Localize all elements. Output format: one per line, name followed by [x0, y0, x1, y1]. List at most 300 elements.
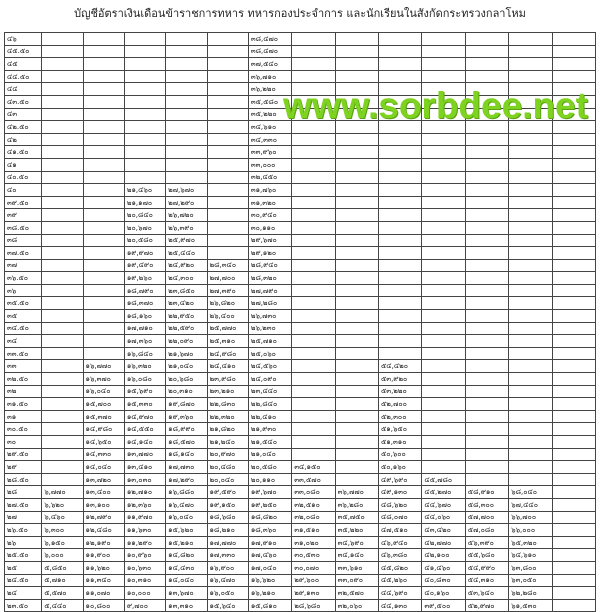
salary-cell: ๑๐,๓๑๐: [124, 574, 165, 587]
level-cell: ๔๑.๕๐: [5, 146, 42, 159]
table-row: [5, 259, 596, 272]
salary-cell: ๑๗,๔๖๐: [248, 549, 291, 562]
salary-cell: [552, 196, 595, 209]
salary-cell: ๑๔,๐๔๐: [166, 574, 207, 587]
salary-cell: [422, 461, 465, 474]
salary-cell: ๑๓,๑๐๐: [83, 498, 124, 511]
salary-cell: [335, 436, 378, 449]
salary-cell: ๒๖,๗๓๐: [248, 310, 291, 323]
salary-cell: [292, 284, 335, 297]
salary-cell: ๕๒,๙๗๐: [465, 599, 508, 612]
table-row: [5, 385, 596, 398]
salary-cell: [124, 121, 165, 134]
level-cell: ๒๕: [5, 561, 42, 574]
salary-cell: ๓๘,๔๗๐: [248, 33, 291, 46]
salary-cell: ๑๗,๐๔๐: [248, 561, 291, 574]
table-row: [5, 45, 596, 58]
salary-cell: ๒๑,๐๔๐: [248, 448, 291, 461]
level-cell: ๓๙.๕๐: [5, 196, 42, 209]
salary-cell: [552, 146, 595, 159]
salary-cell: [292, 436, 335, 449]
salary-cell: ๑๙,๒๖๐: [124, 272, 165, 285]
level-cell: ๓๒.๕๐: [5, 373, 42, 386]
salary-cell: [379, 70, 422, 83]
salary-cell: ๒๐,๖๘๐: [166, 373, 207, 386]
salary-cell: ๒๒,๕๙๐: [166, 322, 207, 335]
salary-cell: [552, 599, 595, 612]
salary-cell: ๑๔,๓๓๐: [83, 448, 124, 461]
salary-cell: [552, 473, 595, 486]
salary-cell: ๕๒,๗๐๐: [379, 398, 422, 411]
salary-cell: [465, 247, 508, 260]
salary-cell: [42, 33, 83, 46]
salary-cell: [42, 347, 83, 360]
salary-cell: ๑๕,๘๑๐: [248, 599, 291, 612]
salary-cell: [465, 133, 508, 146]
level-cell: ๔๐: [5, 184, 42, 197]
salary-cell: ๒๖,๘๒๐: [207, 297, 248, 310]
salary-cell: ๓๐,๐๗๐: [292, 561, 335, 574]
salary-cell: [335, 221, 378, 234]
salary-cell: [83, 310, 124, 323]
salary-cell: [509, 221, 552, 234]
salary-cell: [509, 410, 552, 423]
salary-cell: [379, 33, 422, 46]
salary-cell: ๓๖,๗๑๐: [248, 70, 291, 83]
table-row: [5, 398, 596, 411]
salary-cell: ๓๒,๕๑๐: [292, 498, 335, 511]
salary-cell: [83, 272, 124, 285]
level-cell: ๓๙: [5, 209, 42, 222]
salary-cell: [465, 234, 508, 247]
salary-cell: [422, 259, 465, 272]
table-row: [5, 561, 596, 574]
salary-cell: ๔๔,๑๓๐: [379, 599, 422, 612]
table-row: [5, 498, 596, 511]
salary-cell: [207, 158, 248, 171]
salary-cell: ๒๕,๗๑๐: [248, 335, 291, 348]
salary-cell: [42, 310, 83, 323]
salary-cell: ๒๐,๕๘๐: [124, 234, 165, 247]
salary-cell: [422, 423, 465, 436]
salary-cell: [422, 196, 465, 209]
salary-cell: ๑๔,๔๓๐: [166, 561, 207, 574]
salary-cell: [83, 133, 124, 146]
salary-cell: [465, 33, 508, 46]
salary-cell: [335, 385, 378, 398]
salary-cell: ๒๒,๘๔๐: [248, 398, 291, 411]
salary-cell: ๑๖,๐๔๐: [166, 511, 207, 524]
salary-cell: [42, 322, 83, 335]
salary-cell: [335, 398, 378, 411]
salary-cell: ๑๖,๔๗๐: [166, 498, 207, 511]
salary-cell: ๑๒,๓๖๐: [124, 498, 165, 511]
salary-cell: ๒๘,๓๒๐: [248, 272, 291, 285]
salary-cell: ๑๖,๗๗๐: [83, 360, 124, 373]
salary-cell: ๖๖,๗๐๐: [509, 511, 552, 524]
level-cell: ๓๑.๕๐: [5, 398, 42, 411]
salary-cell: ๒๙,๑๓๐: [292, 587, 335, 600]
salary-cell: [335, 209, 378, 222]
salary-cell: ๖๖,๐๐๐: [509, 524, 552, 537]
salary-cell: [292, 297, 335, 310]
level-cell: ๓๔.๕๐: [5, 322, 42, 335]
table-row: [5, 536, 596, 549]
salary-cell: [335, 284, 378, 297]
table-row: [5, 423, 596, 436]
salary-cell: [552, 385, 595, 398]
salary-cell: [42, 297, 83, 310]
salary-cell: ๑๗,๓๓๐: [207, 549, 248, 562]
salary-cell: [166, 171, 207, 184]
salary-cell: [465, 158, 508, 171]
salary-cell: [335, 196, 378, 209]
salary-cell: [509, 297, 552, 310]
salary-cell: ๑๙,๔๙๐: [124, 259, 165, 272]
salary-cell: ๑๐,๘๐๐: [83, 599, 124, 612]
salary-cell: ๒๔,๙๘๐: [207, 347, 248, 360]
salary-cell: [42, 335, 83, 348]
salary-cell: [465, 373, 508, 386]
level-cell: ๒๖.๕๐: [5, 524, 42, 537]
salary-cell: ๕๓,๙๒๐: [379, 373, 422, 386]
salary-cell: ๑๖,๐๘๐: [124, 373, 165, 386]
salary-cell: [83, 247, 124, 260]
salary-cell: [42, 70, 83, 83]
salary-cell: [379, 335, 422, 348]
salary-cell: [292, 398, 335, 411]
salary-cell: [207, 184, 248, 197]
level-cell: ๔๒.๕๐: [5, 121, 42, 134]
salary-cell: ๒๖,๓๙๐: [166, 221, 207, 234]
table-row: [5, 511, 596, 524]
salary-cell: [465, 58, 508, 71]
salary-cell: [552, 360, 595, 373]
salary-cell: [379, 347, 422, 360]
salary-cell: [509, 45, 552, 58]
salary-cell: ๒๐,๙๗๐: [207, 448, 248, 461]
salary-cell: ๓๙,๕๐๐: [422, 599, 465, 612]
salary-cell: [552, 70, 595, 83]
salary-cell: [379, 146, 422, 159]
salary-cell: [166, 133, 207, 146]
salary-cell: [83, 45, 124, 58]
salary-cell: [42, 133, 83, 146]
salary-cell: ๑๕,๒๑๐: [166, 536, 207, 549]
level-cell: ๓๐.๕๐: [5, 423, 42, 436]
table-row: [5, 33, 596, 46]
salary-cell: ๖,๑๕๐: [42, 536, 83, 549]
salary-cell: [422, 247, 465, 260]
salary-cell: [42, 259, 83, 272]
salary-cell: [509, 146, 552, 159]
salary-cell: ๕,๕๗๐: [42, 587, 83, 600]
table-row: [5, 347, 596, 360]
level-cell: ๔๑: [5, 158, 42, 171]
salary-cell: ๑๔,๕๕๐: [124, 423, 165, 436]
salary-cell: [509, 461, 552, 474]
salary-cell: ๔๖,๓๘๐: [379, 549, 422, 562]
salary-cell: [292, 45, 335, 58]
salary-cell: [379, 297, 422, 310]
salary-cell: ๒๒,๐๙๐: [166, 335, 207, 348]
salary-cell: [509, 272, 552, 285]
salary-cell: ๔๐,๘๓๐: [422, 574, 465, 587]
salary-cell: [465, 310, 508, 323]
salary-cell: [552, 549, 595, 562]
salary-cell: [552, 335, 595, 348]
level-cell: ๔๓: [5, 108, 42, 121]
salary-cell: [552, 171, 595, 184]
level-cell: ๓๘: [5, 234, 42, 247]
salary-cell: [166, 95, 207, 108]
salary-cell: [124, 108, 165, 121]
salary-cell: [335, 158, 378, 171]
salary-cell: [465, 209, 508, 222]
salary-cell: ๒๔,๐๙๐: [248, 373, 291, 386]
level-cell: ๓๘.๕๐: [5, 221, 42, 234]
salary-cell: ๒๗,๗๐๐: [207, 272, 248, 285]
salary-cell: ๑๑,๓๔๐: [83, 574, 124, 587]
salary-cell: ๒๓,๔๔๐: [248, 385, 291, 398]
salary-cell: [42, 284, 83, 297]
salary-cell: [509, 436, 552, 449]
salary-cell: [335, 347, 378, 360]
salary-cell: ๑๒,๗๙๐: [83, 511, 124, 524]
salary-cell: ๑๑,๙๐๐: [83, 549, 124, 562]
salary-cell: ๕๘,๙๑๐: [465, 486, 508, 499]
salary-cell: ๑๖,๐๔๐: [83, 385, 124, 398]
salary-cell: [292, 70, 335, 83]
salary-cell: [292, 360, 335, 373]
salary-cell: [335, 247, 378, 260]
table-row: [5, 322, 596, 335]
salary-cell: ๑๘,๒๑๐: [207, 524, 248, 537]
salary-cell: ๓๖,๗๗๐: [335, 486, 378, 499]
salary-cell: ๓๐,๕๓๐: [292, 549, 335, 562]
salary-cell: [552, 423, 595, 436]
salary-cell: ๔๔,๖๗๐: [422, 498, 465, 511]
salary-cell: ๓๗,๕๔๐: [248, 58, 291, 71]
salary-cell: ๑๖,๖๒๐: [248, 574, 291, 587]
salary-cell: ๓๒,๔๕๐: [248, 171, 291, 184]
salary-cell: [292, 310, 335, 323]
salary-cell: [552, 33, 595, 46]
level-cell: ๓๗: [5, 259, 42, 272]
salary-cell: [42, 196, 83, 209]
level-cell: ๔๔: [5, 83, 42, 96]
salary-cell: ๔๘,๐๗๐: [379, 511, 422, 524]
salary-cell: [465, 284, 508, 297]
salary-cell: ๒๐,๐๔๐: [207, 473, 248, 486]
salary-cell: [166, 121, 207, 134]
salary-cell: ๓๖,๒๒๐: [248, 83, 291, 96]
level-cell: ๒๘.๕๐: [5, 473, 42, 486]
salary-cell: ๒๒,๔๑๐: [248, 410, 291, 423]
salary-cell: ๖,๖๒๐: [42, 498, 83, 511]
salary-cell: [292, 247, 335, 260]
salary-cell: ๓๒,๐๘๐: [292, 511, 335, 524]
salary-cell: [422, 360, 465, 373]
salary-cell: ๔๔,๖๙๐: [379, 587, 422, 600]
salary-cell: [292, 184, 335, 197]
level-cell: ๓๔: [5, 335, 42, 348]
salary-cell: [552, 574, 595, 587]
salary-cell: ๑๙,๒๕๐: [248, 498, 291, 511]
salary-cell: [552, 310, 595, 323]
salary-cell: [207, 247, 248, 260]
salary-cell: ๖๒,๒๘๐: [509, 587, 552, 600]
salary-cell: ๔๙,๖๙๐: [379, 473, 422, 486]
salary-cell: [422, 33, 465, 46]
salary-cell: [465, 196, 508, 209]
salary-cell: ๒๑,๘๒๐: [207, 423, 248, 436]
salary-cell: ๖๑,๕๓๐: [509, 599, 552, 612]
salary-cell: [379, 234, 422, 247]
watermark-text: www.sorbdee.net: [283, 85, 588, 126]
salary-cell: [422, 436, 465, 449]
salary-cell: ๙,๗๐๐: [124, 599, 165, 612]
salary-cell: ๒๑,๒๔๐: [207, 436, 248, 449]
salary-cell: [292, 33, 335, 46]
salary-cell: [509, 284, 552, 297]
salary-cell: [292, 171, 335, 184]
table-row: [5, 297, 596, 310]
salary-cell: ๖,๐๐๐: [42, 549, 83, 562]
salary-cell: ๒๖,๗๒๐: [166, 209, 207, 222]
salary-cell: [42, 234, 83, 247]
salary-cell: [335, 322, 378, 335]
salary-cell: [124, 158, 165, 171]
salary-cell: [124, 171, 165, 184]
salary-cell: [465, 335, 508, 348]
salary-cell: ๔๕,๒๗๐: [422, 486, 465, 499]
table-row: [5, 158, 596, 171]
salary-cell: [207, 221, 248, 234]
salary-cell: [509, 196, 552, 209]
salary-cell: ๑๘,๑๔๐: [166, 448, 207, 461]
level-cell: ๔๖: [5, 33, 42, 46]
salary-cell: [422, 133, 465, 146]
salary-cell: ๑๘,๗๙๐: [124, 284, 165, 297]
salary-cell: [335, 70, 378, 83]
salary-cell: [83, 108, 124, 121]
salary-cell: [465, 184, 508, 197]
salary-cell: ๒๑,๐๔๐: [166, 360, 207, 373]
level-cell: ๒๙: [5, 461, 42, 474]
salary-cell: ๑๕,๓๓๐: [124, 398, 165, 411]
salary-cell: [552, 284, 595, 297]
table-row: [5, 196, 596, 209]
salary-cell: ๖๓,๐๕๐: [509, 574, 552, 587]
salary-cell: [335, 184, 378, 197]
salary-cell: ๖๘,๐๔๐: [509, 486, 552, 499]
salary-cell: [509, 171, 552, 184]
salary-cell: [379, 272, 422, 285]
table-row: [5, 146, 596, 159]
salary-cell: [379, 221, 422, 234]
salary-cell: [292, 133, 335, 146]
salary-cell: ๓๔,๑๔๐: [335, 549, 378, 562]
salary-cell: ๕๓,๒๒๐: [379, 385, 422, 398]
salary-cell: [552, 398, 595, 411]
salary-cell: [124, 95, 165, 108]
table-row: [5, 486, 596, 499]
salary-cell: [509, 247, 552, 260]
salary-cell: [83, 95, 124, 108]
salary-cell: ๓๓,๐๙๐: [335, 574, 378, 587]
salary-cell: [83, 209, 124, 222]
salary-cell: [124, 83, 165, 96]
salary-cell: ๓๓,๐๐๐: [248, 158, 291, 171]
salary-cell: ๑๘,๑๖๐: [124, 310, 165, 323]
salary-cell: ๔๘,๖๒๐: [379, 498, 422, 511]
salary-cell: [465, 461, 508, 474]
salary-cell: [509, 373, 552, 386]
salary-cell: [465, 398, 508, 411]
salary-cell: [42, 158, 83, 171]
salary-cell: [422, 209, 465, 222]
salary-cell: [552, 184, 595, 197]
salary-cell: [422, 234, 465, 247]
level-cell: ๓๒: [5, 385, 42, 398]
salary-cell: [465, 448, 508, 461]
salary-cell: [42, 385, 83, 398]
salary-cell: [552, 461, 595, 474]
salary-cell: [379, 284, 422, 297]
salary-cell: ๒๐,๕๘๐: [248, 461, 291, 474]
salary-cell: ๖,๗๗๐: [42, 486, 83, 499]
table-row: [5, 461, 596, 474]
level-cell: ๒๗.๕๐: [5, 498, 42, 511]
salary-cell: ๑๙,๙๗๐: [124, 247, 165, 260]
salary-cell: [422, 322, 465, 335]
table-row: [5, 587, 596, 600]
salary-cell: [83, 221, 124, 234]
salary-cell: [422, 385, 465, 398]
salary-cell: [422, 146, 465, 159]
salary-cell: [335, 473, 378, 486]
salary-cell: [379, 184, 422, 197]
salary-cell: ๕๗,๗๐๐: [465, 511, 508, 524]
salary-cell: ๔๒,๑๐๐: [422, 549, 465, 562]
salary-cell: ๑๗,๙๑๐: [248, 536, 291, 549]
salary-cell: ๒๔,๕๖๐: [248, 360, 291, 373]
salary-cell: [552, 373, 595, 386]
salary-cell: [42, 95, 83, 108]
salary-cell: ๑๘,๓๗๐: [124, 297, 165, 310]
table-row: [5, 171, 596, 184]
salary-cell: [42, 108, 83, 121]
salary-cell: [509, 310, 552, 323]
salary-cell: [379, 45, 422, 58]
level-cell: ๔๓.๕๐: [5, 95, 42, 108]
salary-cell: ๑๗,๒๙๐: [166, 473, 207, 486]
salary-cell: ๔๙,๑๓๐: [379, 486, 422, 499]
salary-cell: ๑๗,๗๗๐: [207, 536, 248, 549]
level-cell: ๒๙.๕๐: [5, 448, 42, 461]
salary-cell: [509, 423, 552, 436]
salary-cell: ๒๗,๓๙๐: [207, 284, 248, 297]
salary-cell: [83, 171, 124, 184]
salary-cell: [552, 221, 595, 234]
salary-cell: ๑๘,๘๒๐: [248, 511, 291, 524]
salary-cell: ๓๓,๐๘๐: [292, 486, 335, 499]
salary-cell: [42, 373, 83, 386]
salary-cell: [335, 297, 378, 310]
salary-cell: [207, 83, 248, 96]
salary-cell: [552, 234, 595, 247]
